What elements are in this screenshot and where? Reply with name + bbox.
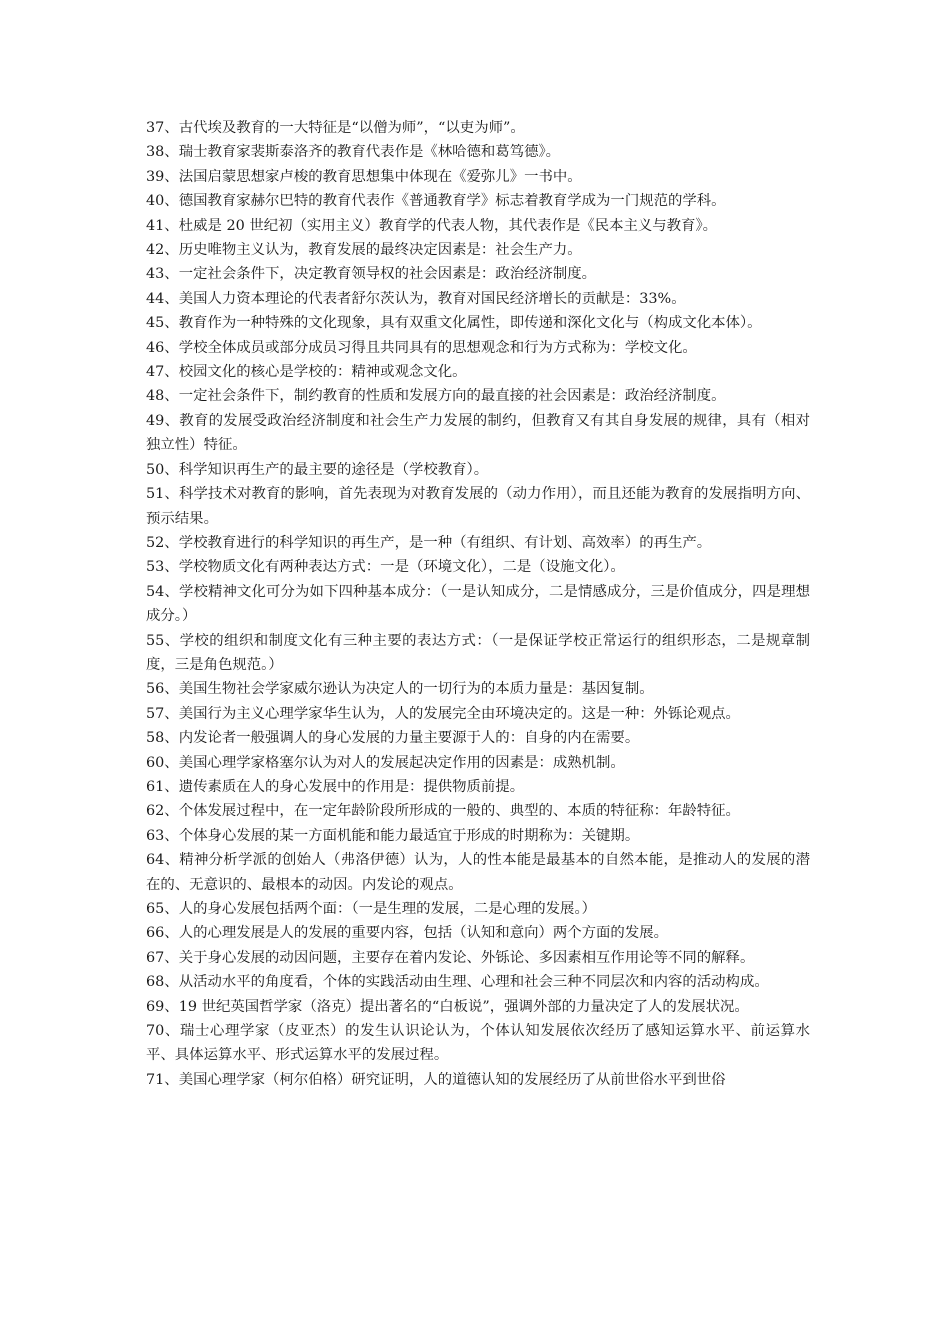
list-item: 48、一定社会条件下，制约教育的性质和发展方向的最直接的社会因素是：政治经济制度。 (146, 388, 726, 405)
list-item: 67、关于身心发展的动因问题，主要存在着内发论、外铄论、多因素相互作用论等不同的解释。 (146, 949, 755, 966)
list-item: 51、科学技术对教育的影响，首先表现为对教育发展的（动力作用），而且还能为教育的发展指明方向、预示结果。 (146, 486, 810, 527)
list-item: 66、人的心理发展是人的发展的重要内容，包括（认知和意向）两个方面的发展。 (146, 925, 668, 942)
list-item: 38、瑞士教育家裴斯泰洛齐的教育代表作是《林哈德和葛笃德》。 (146, 144, 561, 161)
list-item: 57、美国行为主义心理学家华生认为，人的发展完全由环境决定的。这是一种：外铄论观点。 (146, 705, 740, 722)
list-item: 56、美国生物社会学家威尔逊认为决定人的一切行为的本质力量是：基因复制。 (146, 681, 654, 698)
list-item: 60、美国心理学家格塞尔认为对人的发展起决定作用的因素是：成熟机制。 (146, 754, 625, 771)
list-item: 49、教育的发展受政治经济制度和社会生产力发展的制约，但教育又有其自身发展的规律，具有（相对独立性）特征。 (146, 412, 810, 454)
list-item: 53、学校物质文化有两种表达方式：一是（环境文化），二是（设施文化）。 (146, 559, 625, 576)
list-item: 71、美国心理学家（柯尔伯格）研究证明，人的道德认知的发展经历了从前世俗水平到世俗 (146, 1071, 726, 1088)
list-item: 69、19 世纪英国哲学家（洛克）提出著名的“白板说”，强调外部的力量决定了人的发展状况。 (146, 998, 749, 1015)
list-item: 46、学校全体成员或部分成员习得且共同具有的思想观念和行为方式称为：学校文化。 (146, 339, 697, 356)
list-item: 50、科学知识再生产的最主要的途径是（学校教育）。 (146, 461, 489, 478)
list-item: 63、个体身心发展的某一方面机能和能力最适宜于形成的时期称为：关键期。 (146, 827, 640, 844)
list-item: 52、学校教育进行的科学知识的再生产，是一种（有组织、有计划、高效率）的再生产。 (146, 534, 712, 551)
list-item: 37、古代埃及教育的一大特征是“以僧为师”，“以吏为师”。 (146, 120, 525, 136)
list-item: 54、学校精神文化可分为如下四种基本成分：（一是认知成分，二是情感成分，三是价值成分，四是理想成分。） (146, 583, 810, 625)
list-item: 43、一定社会条件下，决定教育领导权的社会因素是：政治经济制度。 (146, 266, 597, 283)
list-item: 55、学校的组织和制度文化有三种主要的表达方式：（一是保证学校正常运行的组织形态，二是规章制度，三是角色规范。） (146, 632, 810, 673)
list-item: 70、瑞士心理学家（皮亚杰）的发生认识论认为，个体认知发展依次经历了感知运算水平、前运算水平、具体运算水平、形式运算水平的发展过程。 (146, 1023, 810, 1064)
list-item: 44、美国人力资本理论的代表者舒尔茨认为，教育对国民经济增长的贡献是：33%。 (146, 290, 686, 307)
list-item: 42、历史唯物主义认为，教育发展的最终决定因素是：社会生产力。 (146, 242, 582, 259)
list-item: 61、遗传素质在人的身心发展中的作用是：提供物质前提。 (146, 778, 525, 795)
list-item: 62、个体发展过程中，在一定年龄阶段所形成的一般的、典型的、本质的特征称：年龄特征。 (146, 803, 740, 820)
list-item: 41、杜威是 20 世纪初（实用主义）教育学的代表人物，其代表作是《民本主义与教育》。 (146, 217, 718, 234)
document-body (146, 116, 810, 1092)
list-item: 68、从活动水平的角度看，个体的实践活动由生理、心理和社会三种不同层次和内容的活动构成。 (146, 974, 769, 991)
list-item: 40、德国教育家赫尔巴特的教育代表作《普通教育学》标志着教育学成为一门规范的学科。 (146, 193, 726, 210)
list-item: 64、精神分析学派的创始人（弗洛伊德）认为，人的性本能是最基本的自然本能，是推动人的发展的潜在的、无意识的、最根本的动因。内发论的观点。 (146, 852, 810, 893)
list-item: 47、校园文化的核心是学校的：精神或观念文化。 (146, 364, 467, 381)
list-item: 45、教育作为一种特殊的文化现象，具有双重文化属性，即传递和深化文化与（构成文化本体）。 (146, 315, 762, 332)
list-item: 58、内发论者一般强调人的身心发展的力量主要源于人的：自身的内在需要。 (146, 730, 640, 747)
list-item: 65、人的身心发展包括两个面：（一是生理的发展，二是心理的发展。） (146, 901, 597, 917)
list-item: 39、法国启蒙思想家卢梭的教育思想集中体现在《爱弥儿》一书中。 (146, 168, 582, 185)
